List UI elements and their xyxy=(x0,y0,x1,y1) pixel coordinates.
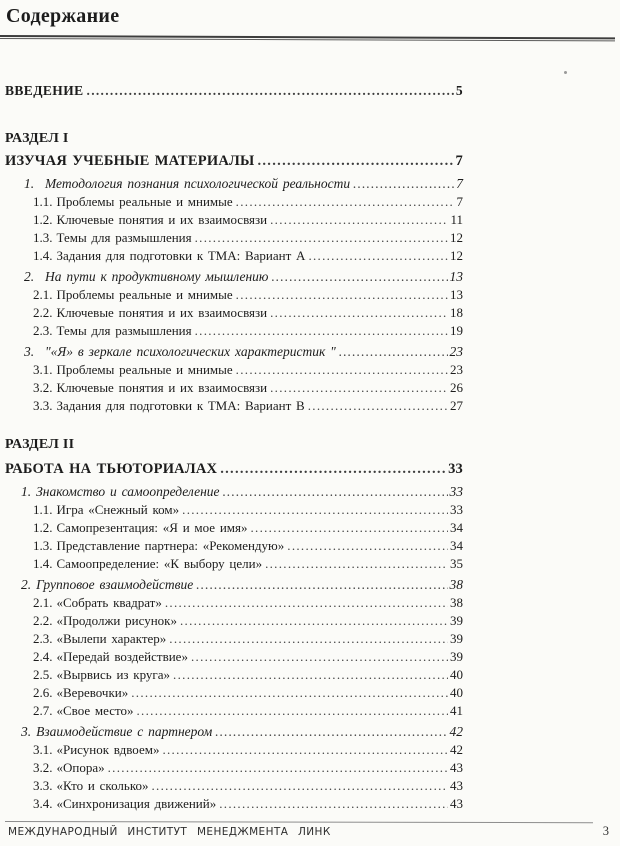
dot-leader xyxy=(257,152,453,171)
page-title: Содержание xyxy=(6,5,120,27)
dot-leader xyxy=(287,537,448,555)
toc-item-label: «Рисунок вдвоем» xyxy=(56,742,160,757)
toc-group-number: 2. xyxy=(24,269,35,284)
dot-leader xyxy=(173,666,448,684)
toc-item-label: «Продолжи рисунок» xyxy=(56,613,177,628)
scan-noise-speck xyxy=(564,71,567,74)
page-number: 39 xyxy=(450,631,463,646)
toc-item-label: Самоопределение: «К выбору цели» xyxy=(56,556,263,571)
toc-item-label: «Передай воздействие» xyxy=(56,649,188,664)
page-number: 33 xyxy=(448,461,463,477)
toc-item-label: Ключевые понятия и их взаимосвязи xyxy=(56,305,268,320)
dot-leader xyxy=(151,777,448,795)
page-number: 12 xyxy=(450,248,463,263)
section-kicker: РАЗДЕЛ I xyxy=(5,131,69,146)
toc-item-row xyxy=(33,612,463,630)
toc-item-label: Темы для размышления xyxy=(56,323,192,338)
header-double-rule xyxy=(0,35,615,41)
page-number: 7 xyxy=(455,153,463,169)
toc-item-label: «Свое место» xyxy=(56,703,134,718)
dot-leader xyxy=(270,211,448,229)
toc-item-number: 2.2. xyxy=(33,613,53,628)
toc-group-number: 2. xyxy=(21,577,32,592)
page-number: 43 xyxy=(450,796,463,811)
page-number: 43 xyxy=(450,760,463,775)
page-number: 42 xyxy=(450,742,463,757)
toc-item-row xyxy=(33,229,463,247)
section-title-row xyxy=(5,152,463,171)
page-number: 18 xyxy=(450,305,463,320)
page-number: 11 xyxy=(450,212,463,227)
toc-item-row xyxy=(33,630,463,648)
toc-item-number: 1.2. xyxy=(33,520,53,535)
page-number: 26 xyxy=(450,380,463,395)
toc-item-number: 3.1. xyxy=(33,742,53,757)
toc-item-label: Проблемы реальные и мнимые xyxy=(56,362,233,377)
toc-item-label: Самопрезентация: «Я и мое имя» xyxy=(56,520,248,535)
toc-item-number: 1.4. xyxy=(33,556,53,571)
page-number: 41 xyxy=(450,703,463,718)
toc-group-row xyxy=(21,575,463,594)
dot-leader xyxy=(108,759,448,777)
table-of-contents xyxy=(0,83,463,813)
toc-item-label: «Вырвись из круга» xyxy=(56,667,171,682)
dot-leader xyxy=(308,247,448,265)
toc-item-number: 2.6. xyxy=(33,685,53,700)
toc-item-number: 3.3. xyxy=(33,398,53,413)
toc-item-row xyxy=(33,247,463,265)
toc-group-row xyxy=(24,342,463,361)
toc-group-row xyxy=(24,174,463,193)
page-number: 38 xyxy=(449,577,463,592)
toc-item-row xyxy=(33,702,463,720)
toc-item-label: Представление партнера: «Рекомендую» xyxy=(56,538,285,553)
page-number: 33 xyxy=(450,502,463,517)
toc-group-number: 3. xyxy=(21,724,32,739)
dot-leader xyxy=(308,397,448,415)
toc-item-row xyxy=(33,648,463,666)
toc-item-label: «Собрать квадрат» xyxy=(56,595,162,610)
page-number: 7 xyxy=(456,176,463,191)
toc-item-number: 2.2. xyxy=(33,305,53,320)
toc-item-row xyxy=(33,759,463,777)
page-number: 38 xyxy=(450,595,463,610)
page-number: 13 xyxy=(450,287,463,302)
toc-item-row xyxy=(33,537,463,555)
toc-item-row xyxy=(33,795,463,813)
toc-section-1 xyxy=(0,130,463,415)
toc-item-row xyxy=(33,519,463,537)
toc-item-row xyxy=(33,379,463,397)
page-number: 27 xyxy=(450,398,463,413)
page-number: 39 xyxy=(450,613,463,628)
dot-leader xyxy=(195,322,448,340)
dot-leader xyxy=(191,648,448,666)
dot-leader xyxy=(270,379,448,397)
toc-item-number: 2.3. xyxy=(33,323,53,338)
toc-item-number: 2.4. xyxy=(33,649,53,664)
dot-leader xyxy=(270,304,448,322)
toc-item-label: Проблемы реальные и мнимые xyxy=(56,194,233,209)
toc-item-label: Темы для размышления xyxy=(56,230,192,245)
toc-item-number: 2.7. xyxy=(33,703,53,718)
dot-leader xyxy=(182,501,448,519)
page-number: 7 xyxy=(456,194,463,209)
toc-item-row xyxy=(33,684,463,702)
toc-item-row xyxy=(33,211,463,229)
toc-item-label: Ключевые понятия и их взаимосвязи xyxy=(56,380,268,395)
page-number: 39 xyxy=(450,649,463,664)
toc-item-number: 3.4. xyxy=(33,796,53,811)
toc-group-row xyxy=(21,722,463,741)
section-kicker: РАЗДЕЛ II xyxy=(5,437,75,452)
dot-leader xyxy=(87,83,454,99)
toc-group-label: Взаимодействие с партнером xyxy=(36,724,213,739)
footer-page-number: 3 xyxy=(602,824,609,838)
dot-leader xyxy=(215,722,447,741)
toc-group-number: 1. xyxy=(21,484,32,499)
page-number: 23 xyxy=(450,362,463,377)
dot-leader xyxy=(162,741,448,759)
toc-item-row xyxy=(33,193,463,211)
footer-publisher: МЕЖДУНАРОДНЫЙ ИНСТИТУТ МЕНЕДЖМЕНТА ЛИНК xyxy=(8,826,331,838)
page-number: 34 xyxy=(450,538,463,553)
toc-item-number: 3.2. xyxy=(33,380,53,395)
toc-item-number: 2.3. xyxy=(33,631,53,646)
footer-rule xyxy=(5,821,593,823)
page-number: 19 xyxy=(450,323,463,338)
toc-section-2 xyxy=(0,436,463,813)
dot-leader xyxy=(236,193,455,211)
toc-item-number: 1.2. xyxy=(33,212,53,227)
toc-item-row xyxy=(33,594,463,612)
toc-group-label: Методология познания психологической реальности xyxy=(45,176,351,191)
page-number: 35 xyxy=(450,556,463,571)
page-number: 40 xyxy=(450,685,463,700)
toc-item-number: 1.1. xyxy=(33,194,53,209)
page-number: 5 xyxy=(455,83,463,98)
section-title-row xyxy=(5,460,463,479)
toc-item-row xyxy=(33,501,463,519)
dot-leader xyxy=(137,702,449,720)
dot-leader xyxy=(236,361,448,379)
toc-item-label: «Вылепи характер» xyxy=(56,631,167,646)
dot-leader xyxy=(195,229,448,247)
page-number: 23 xyxy=(449,344,463,359)
dot-leader xyxy=(165,594,448,612)
toc-item-row xyxy=(33,304,463,322)
dot-leader xyxy=(220,460,446,479)
dot-leader xyxy=(250,519,448,537)
page-number: 34 xyxy=(450,520,463,535)
dot-leader xyxy=(339,342,448,361)
toc-item-label: «Опора» xyxy=(56,760,105,775)
toc-item-number: 1.1. xyxy=(33,502,53,517)
dot-leader xyxy=(219,795,448,813)
toc-item-number: 3.1. xyxy=(33,362,53,377)
page-number: 13 xyxy=(449,269,463,284)
toc-item-row xyxy=(33,397,463,415)
toc-item-number: 1.4. xyxy=(33,248,53,263)
toc-group-number: 3. xyxy=(24,344,35,359)
toc-item-number: 3.3. xyxy=(33,778,53,793)
dot-leader xyxy=(196,575,447,594)
dot-leader xyxy=(353,174,454,193)
toc-group-row xyxy=(21,482,463,501)
toc-item-label: Задания для подготовки к ТМА: Вариант А xyxy=(56,248,306,263)
toc-item-number: 1.3. xyxy=(33,230,53,245)
toc-item-label: «Кто и сколько» xyxy=(56,778,149,793)
toc-group-label: Групповое взаимодействие xyxy=(36,577,194,592)
toc-item-number: 2.5. xyxy=(33,667,53,682)
page-number: 33 xyxy=(449,484,463,499)
page-number: 43 xyxy=(450,778,463,793)
toc-item-label: Проблемы реальные и мнимые xyxy=(56,287,233,302)
toc-item-label: Игра «Снежный ком» xyxy=(56,502,180,517)
toc-group-label: "«Я» в зеркале психологических характеристик " xyxy=(45,344,336,359)
toc-item-row xyxy=(33,361,463,379)
page-number: 12 xyxy=(450,230,463,245)
toc-item-row xyxy=(33,322,463,340)
toc-group-label: На пути к продуктивному мышлению xyxy=(45,269,269,284)
page-number: 40 xyxy=(450,667,463,682)
toc-item-row xyxy=(33,777,463,795)
toc-item-row xyxy=(33,666,463,684)
dot-leader xyxy=(265,555,448,573)
toc-item-number: 2.1. xyxy=(33,287,53,302)
toc-item-row xyxy=(33,286,463,304)
toc-entry-label: ВВЕДЕНИЕ xyxy=(5,83,84,98)
section-title-label: ИЗУЧАЯ УЧЕБНЫЕ МАТЕРИАЛЫ xyxy=(5,153,255,169)
toc-group-row xyxy=(24,267,463,286)
toc-group-number: 1. xyxy=(24,176,35,191)
toc-item-number: 3.2. xyxy=(33,760,53,775)
toc-item-row xyxy=(33,555,463,573)
dot-leader xyxy=(131,684,448,702)
toc-item-number: 2.1. xyxy=(33,595,53,610)
toc-item-label: «Синхронизация движений» xyxy=(56,796,217,811)
toc-item-number: 1.3. xyxy=(33,538,53,553)
page-number: 42 xyxy=(449,724,463,739)
dot-leader xyxy=(169,630,448,648)
toc-group-label: Знакомство и самоопределение xyxy=(36,484,220,499)
dot-leader xyxy=(180,612,448,630)
dot-leader xyxy=(271,267,447,286)
dot-leader xyxy=(236,286,448,304)
toc-item-label: Ключевые понятия и их взаимосвязи xyxy=(56,212,268,227)
toc-item-label: «Веревочки» xyxy=(56,685,129,700)
toc-item-row xyxy=(33,741,463,759)
section-title-label: РАБОТА НА ТЬЮТОРИАЛАХ xyxy=(5,461,218,477)
toc-entry-introduction xyxy=(5,83,463,99)
dot-leader xyxy=(223,482,448,501)
toc-item-label: Задания для подготовки к ТМА: Вариант В xyxy=(56,398,305,413)
